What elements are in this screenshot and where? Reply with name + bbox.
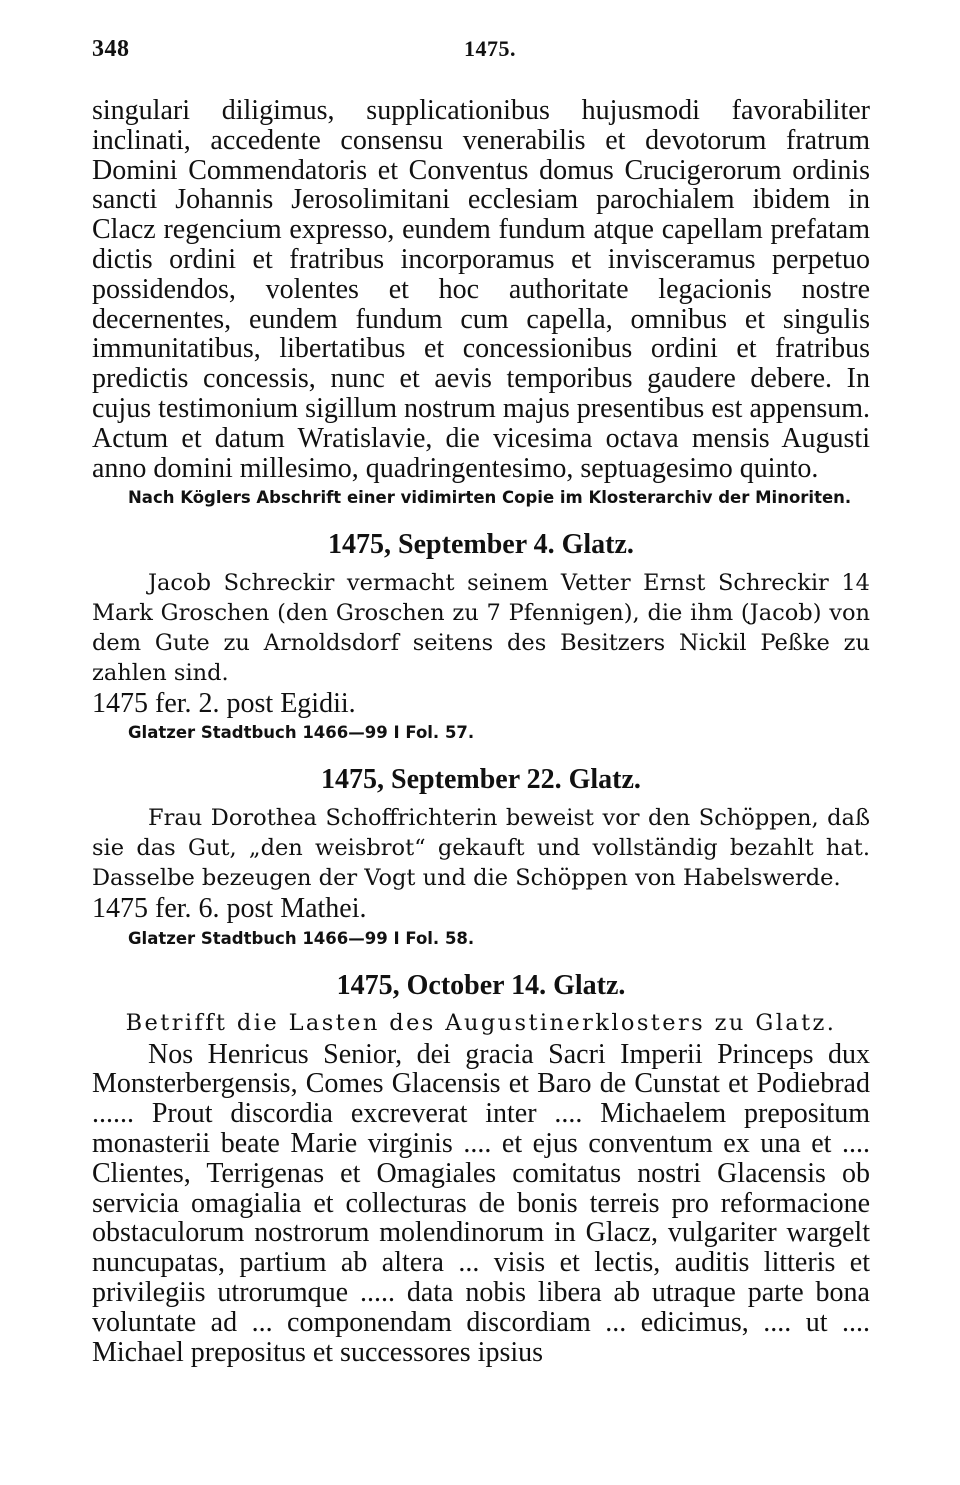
continuation-paragraph: singulari diligimus, supplicationibus hujusmodi favorabiliter inclinati, accedente consensu venerabilis et devotorum fratrum Domini Commendatoris et Conventus domus Crucigerorum ordinis sancti Johannis Jerosolimitani ecclesiam parochialem ibidem in Clacz regencium expresso, eundem fundum atque capellam prefatam dictis ordini et fratribus incorporamus et invisceramus perpetuo possidendos, volentes et hoc authoritate legacionis nostre decernentes, eundem fundum cum capella, omnibus et singulis immunitatibus, libertatibus et concessionibus ordini et fratribus predictis concessis, nunc et aevis temporibus gaudere debere. In cujus testimonium sigillum nostrum majus presentibus est appensum. Actum et datum Wratislavie, die vicesima octava mensis Augusti anno domini millesimo, quadringentesimo, septuagesimo quinto. bbox=[92, 95, 870, 484]
entry-text: Nos Henricus Senior, dei gracia Sacri Imperii Princeps dux Monsterbergensis, Comes Glacensis et Baro de Cunstat et Podiebrad ...... Prout discordia excreverat inter .... Michaelem prepositum monasterii beate Marie virginis .... et ejus conventum ex una et .... Clientes, Terrigenas et Omagiales comitatus nostri Glacensis ob servicia omagialia et collecturas de bonis terreis pro reformacione obstaculorum nostrorum molendinorum in Glacz, vulgariter wargelt nuncupatas, partium ab altera ... visis et lectis, auditis litteris et privilegiis utrorumque ..... data nobis libera ab utraque parte bona voluntate ad ... componendam discordiam ... edicimus, .... ut .... Michael prepositus et successores ipsius bbox=[92, 1038, 870, 1368]
entry-1475-10-14 bbox=[92, 970, 870, 1368]
entry-heading: 1475, September 4. Glatz. bbox=[328, 529, 634, 561]
entry-rubric: Betrifft die Lasten des Augustinerklosters zu Glatz. bbox=[125, 1009, 837, 1036]
running-year: 1475. bbox=[464, 36, 516, 61]
entry-summary: Frau Dorothea Schoffrichterin beweist vor den Schöppen, daß sie das Gut, „den weisbrot“ gekauft und vollständig bezahlt hat. Dasselbe bezeugen der Vogt und die Schöppen von Habelswerde. bbox=[92, 805, 870, 891]
entry-1475-09-22 bbox=[92, 764, 870, 951]
source-note: Nach Köglers Abschrift einer vidimirten Copie im Klosterarchiv der Minoriten. bbox=[128, 488, 852, 508]
entry-summary: Jacob Schreckir vermacht seinem Vetter Ernst Schreckir 14 Mark Groschen (den Groschen zu 7 Pfennigen), die ihm (Jacob) von dem Gute zu Arnoldsdorf seitens des Besitzers Nickil Peßke zu zahlen sind. bbox=[92, 570, 870, 686]
entry-heading: 1475, September 22. Glatz. bbox=[321, 764, 641, 796]
entry-source: Glatzer Stadtbuch 1466—99 I Fol. 58. bbox=[128, 928, 475, 948]
entry-1475-09-04 bbox=[92, 529, 870, 746]
document-page bbox=[92, 36, 870, 1367]
entry-date: 1475 fer. 2. post Egidii. bbox=[92, 687, 356, 719]
entry-source: Glatzer Stadtbuch 1466—99 I Fol. 57. bbox=[128, 723, 475, 743]
page-header bbox=[92, 36, 870, 76]
entry-date: 1475 fer. 6. post Mathei. bbox=[92, 892, 367, 924]
page-number: 348 bbox=[92, 36, 130, 62]
entry-heading: 1475, October 14. Glatz. bbox=[336, 969, 626, 1001]
